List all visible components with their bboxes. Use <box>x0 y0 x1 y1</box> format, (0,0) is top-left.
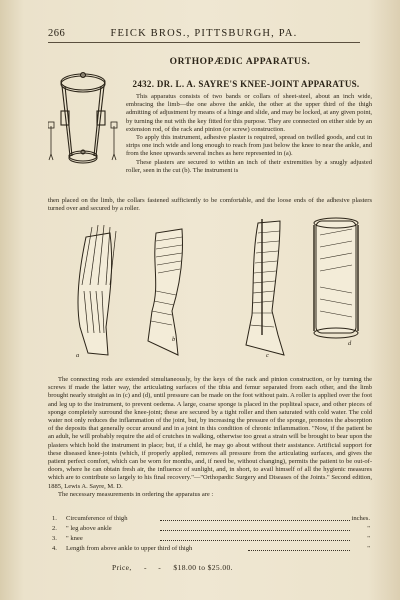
page-number: 266 <box>48 28 66 39</box>
leg-figures-illustration <box>48 215 372 365</box>
measurement-unit: " <box>367 525 370 532</box>
measurement-label: Circumference of thigh <box>66 515 128 522</box>
running-title: FEICK BROS., PITTSBURGH, PA. <box>110 28 298 39</box>
item-heading: 2432. DR. L. A. SAYRE'S KNEE-JOINT APPARATUS. <box>132 79 360 89</box>
intro-paragraph: To apply this instrument, adhesive plaster is required, spread on twilled goods, and cut in strips one inch wide and long enough to reach from just below the knee to near the ankle, and from the knee upwards several inches as here represented in (a). <box>126 134 372 158</box>
measurement-number: 2. <box>52 525 57 532</box>
measurement-unit: " <box>367 545 370 552</box>
measurement-label: Length from above ankle to upper third of thigh <box>66 545 193 552</box>
price-line <box>112 563 312 572</box>
measurement-label: " leg above ankle <box>66 525 112 532</box>
price-separator: - - <box>143 563 162 572</box>
apparatus-illustration <box>48 66 118 178</box>
figure-b-leg <box>148 229 183 355</box>
measurement-number: 3. <box>52 535 57 542</box>
measurement-unit: inches. <box>351 515 370 522</box>
figure-d-apparatus <box>316 221 356 333</box>
page-header <box>48 28 360 43</box>
intro-paragraph: This apparatus consists of two bands or collars of sheet-steel, about an inch wide, embracing the limb—the one above the ankle, the other at the upper third of the thigh admitting of adjustment by means of a hinge and slide, and may be locked, at any given point, by turning the nut with the key fitted for this purpose. They are connected on either side by an extension rod, of the rack and pinion (or screw) construction. <box>126 93 372 133</box>
measurement-row <box>48 535 376 544</box>
price-label: Price, <box>112 563 132 572</box>
figure-label-c: c <box>266 352 269 359</box>
intro-continuation: then placed on the limb, the collars fastened sufficiently to be comfortable, and the loose ends of the adhesive plasters turned over and secured by a roller. <box>48 197 372 213</box>
figure-label-a: a <box>76 352 80 359</box>
leader-dots <box>160 530 350 531</box>
measurement-label: " knee <box>66 535 83 542</box>
leader-dots <box>160 540 350 541</box>
leader-dots <box>160 520 350 521</box>
section-title: ORTHOPÆDIC APPARATUS. <box>169 57 311 67</box>
measurement-unit: " <box>367 535 370 542</box>
body-text <box>48 376 372 499</box>
measurement-row <box>48 525 376 534</box>
measurements-intro: The necessary measurements in ordering the apparatus are : <box>58 490 214 498</box>
intro-paragraph: These plasters are secured to within an inch of their extremities by a snugly adjusted roller, seen in the cut (b). The instrument is <box>126 158 372 174</box>
price-value: $18.00 to $25.00. <box>173 563 233 572</box>
figure-label-d: d <box>348 340 352 347</box>
measurement-number: 1. <box>52 515 57 522</box>
intro-text <box>126 93 372 175</box>
measurement-row <box>48 515 376 524</box>
body-paragraph: The connecting rods are extended simultaneously, by the keys of the rack and pinion construction, or by turning the screws if made the latter way, the articulating surfaces of the tibia and femur separated from each other, and the limb brought nearly straight as in (c) and (d), until pressure can be made on the foot without pain. A roller is applied over the foot and leg up to the instrument, to prevent oedema. A large, coarse sponge is placed in the popliteal space, and other pieces of sponge completely surround the knee-joint; these are secured by a tight roller and then saturated with cold water. The cold water not only reduces the inflammation of the joint, but, by increasing the pressure of the sponge, promotes the absorption of the deposits that generally occur around and in a joint in this condition of chronic inflammation. "Now, if the patient be an adult, he will probably require the aid of crutches in walking, otherwise too great a strain will be brought to bear upon the plasters which hold the instrument in place; but, if a child, he may go about without their assistance. Artificial support for these diseased knee-joints (which, if properly applied, removes all pressure from the articulating surfaces, and gives the patient perfect comfort, which can be worn for months, and, if need be, without changing), permits the patient to be out-of-doors, where he can obtain fresh air, the influence of sunlight, and, in short, to avail himself of all the hygienic measures which are to contribute so largely to his final recovery."—"Orthopædic Surgery and Diseases of the Joints." Second edition, 1885, Lewis A. Sayre, M. D. <box>48 376 373 490</box>
figure-label-b: b <box>172 336 176 343</box>
measurement-row <box>48 545 376 554</box>
leader-dots <box>248 550 350 551</box>
measurement-number: 4. <box>52 545 57 552</box>
